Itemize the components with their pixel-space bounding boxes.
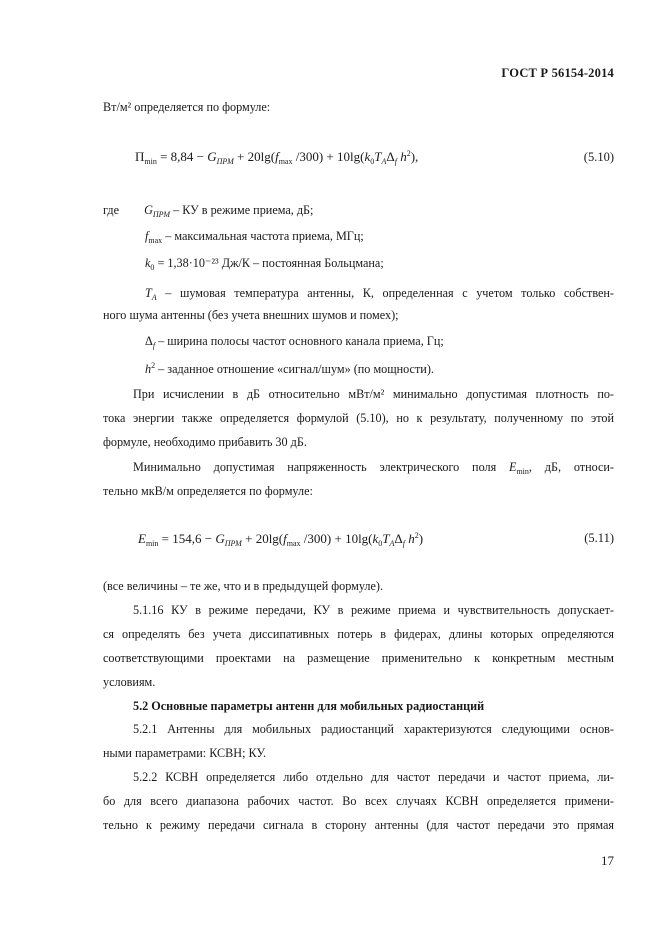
para-e-line1: Минимально допустимая напряженность электрического поля $E_{min}$, дБ, относи- xyxy=(133,460,614,476)
equation-number-5-11: (5.11) xyxy=(584,531,614,545)
where-f-max-desc: – максимальная частота приема, МГц; xyxy=(165,229,364,243)
para-db-line2: тока энергии также определяется формулой (5.10), но к результату, полученному по этой xyxy=(103,411,614,425)
p516-line3: соответствующими проектами на размещение применительно к конкретным местным xyxy=(103,651,614,665)
where-h2: $h^2$ – заданное отношение «сигнал/шум» (по мощности). xyxy=(145,361,434,376)
para-db-line3: формуле, необходимо прибавить 30 дБ. xyxy=(103,435,307,449)
p522-line3: тельно к режиму передачи сигнала в сторону антенны (для частот передачи это прямая xyxy=(103,818,614,832)
page-number: 17 xyxy=(601,853,614,868)
document-header: ГОСТ Р 56154-2014 xyxy=(501,66,614,80)
where-h2-desc: – заданное отношение «сигнал/шум» (по мощности). xyxy=(158,362,434,376)
p516-line1: 5.1.16 КУ в режиме передачи, КУ в режиме приема и чувствительность допускает- xyxy=(133,603,614,617)
where-f-max: $f_{max}$ – максимальная частота приема, МГц; xyxy=(145,229,364,245)
para-e-text-a: Минимально допустимая напряженность электрического поля xyxy=(133,460,497,474)
equation-number-5-10: (5.10) xyxy=(583,150,614,164)
where-g-prm: где $G_{ПРМ}$ – КУ в режиме приема, дБ; xyxy=(103,203,314,219)
para-db-line1: При исчислении в дБ относительно мВт/м² минимально допустимая плотность по- xyxy=(133,387,614,401)
p516-line2: ся определять без учета диссипативных потерь в фидерах, длины которых определяются xyxy=(103,627,614,641)
where-ta-line1: $T_A$ – шумовая температура антенны, К, определенная с учетом только собствен- xyxy=(145,286,614,302)
p521-line2: ными параметрами: КСВН; КУ. xyxy=(103,746,267,760)
p522-line1: 5.2.2 КСВН определяется либо отдельно для частот передачи и частот приема, ли- xyxy=(133,770,614,784)
section-heading-5-2: 5.2 Основные параметры антенн для мобильных радиостанций xyxy=(133,699,485,713)
para-e-line2: тельно мкВ/м определяется по формуле: xyxy=(103,484,313,498)
where-k0: $k_0 = 1,38\cdot 10^{-23}$ Дж/К – постоянная Больцмана; xyxy=(145,256,384,272)
where-g-prm-desc: – КУ в режиме приема, дБ; xyxy=(173,203,314,217)
where-k0-desc: = 1,38·10⁻²³ Дж/К – постоянная Больцмана; xyxy=(157,256,384,270)
where-ta-line2: ного шума антенны (без учета внешних шумов и помех); xyxy=(103,308,399,322)
where-ta-desc: – шумовая температура антенны, К, определенная с учетом только собствен- xyxy=(165,286,614,300)
formula-5-10: $П_{min} = 8,84 - G_{ПРМ} + 20\lg(f_{max}$ $/300) + 10\lg(k_0T_A\Delta_f$ $h^2$), xyxy=(135,149,419,166)
all-same-note: (все величины – те же, что и в предыдущей формуле). xyxy=(103,579,384,593)
p516-line4: условиям. xyxy=(103,675,156,689)
where-df: $\Delta_f$ – ширина полосы частот основного канала приема, Гц; xyxy=(145,334,444,350)
where-df-desc: – ширина полосы частот основного канала приема, Гц; xyxy=(158,334,444,348)
para-e-text-b: , дБ, относи- xyxy=(528,460,614,474)
p522-line2: бо для всего диапазона рабочих частот. Во всех случаях КСВН определяется примени- xyxy=(103,794,614,808)
p521-line1: 5.2.1 Антенны для мобильных радиостанций характеризуются следующими основ- xyxy=(133,722,614,736)
intro-line: Вт/м² определяется по формуле: xyxy=(103,100,271,114)
where-label: где xyxy=(103,203,120,217)
formula-5-11: $E_{min} = 154,6 - G_{ПРМ} + 20\lg(f_{max}$ $/300) + 10\lg(k_0T_A\Delta_f$ $h^2$) xyxy=(138,531,424,548)
